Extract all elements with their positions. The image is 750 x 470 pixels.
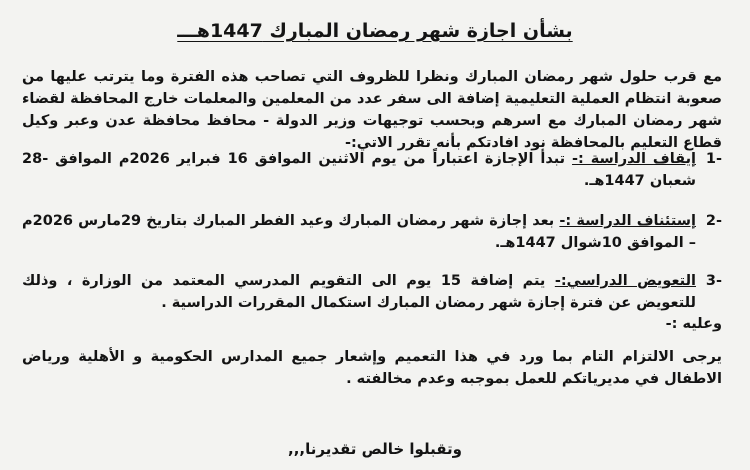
closing-line: وتقبلوا خالص تقديرنا,,,	[288, 440, 462, 458]
item-number: -2	[705, 213, 722, 229]
decision-item-2	[22, 210, 722, 254]
document-title	[0, 20, 750, 42]
item-lead: إستئناف الدراسة :-	[559, 213, 696, 229]
item-lead: التعويض الدراسي:-	[554, 273, 696, 289]
item-text: يتم إضافة 15 يوم الى التقويم المدرسي المعتمد من الوزارة ، وذلك للتعويض عن فترة إجازة شهر رمضان المبارك استكمال المقررات الدراسية .	[22, 273, 696, 311]
item-body	[22, 148, 696, 192]
item-text: تبدأ الإجازة اعتباراً من يوم الاثنين الموافق 16 فبراير 2026م الموافق -28 شعبان 1447هـ.	[22, 151, 696, 189]
decision-item-1	[22, 148, 722, 192]
item-number: -3	[705, 273, 722, 289]
item-number: -1	[705, 151, 722, 167]
item-body	[22, 210, 696, 254]
therefore-label: وعليه :-	[665, 316, 722, 332]
request-paragraph: يرجى الالتزام التام بما ورد في هذا التعميم وإشعار جميع المدارس الحكومية و الأهلية ورياض الاطفال في مديرياتكم للعمل بموجبه وعدم مخالفته .	[22, 349, 722, 387]
decision-item-3	[22, 270, 722, 314]
item-text: بعد إجازة شهر رمضان المبارك وعيد الفطر المبارك بتاريخ 29مارس 2026م – الموافق 10شوال 1447هـ.	[22, 213, 696, 251]
item-body	[22, 270, 696, 314]
item-lead: إيقاف الدراسة :-	[572, 151, 696, 167]
intro-paragraph: مع قرب حلول شهر رمضان المبارك ونظرا للظروف التي تصاحب هذه الفترة وما يترتب عليها من صعوبة انتظام العملية التعليمية إضافة الى سفر عدد من المعلمين والمعلمات خارج المحافظة لقضاء شهر رمضان المبارك مع اسرهم وبحسب توجيهات وزير الدولة - محافظ محافظة عدن وعبر وكيل قطاع التعليم بالمحافظة نود افادتكم بأنه تقرر الاتي:-	[22, 69, 722, 151]
title-text: بشأن اجازة شهر رمضان المبارك 1447هـــ	[177, 20, 573, 42]
